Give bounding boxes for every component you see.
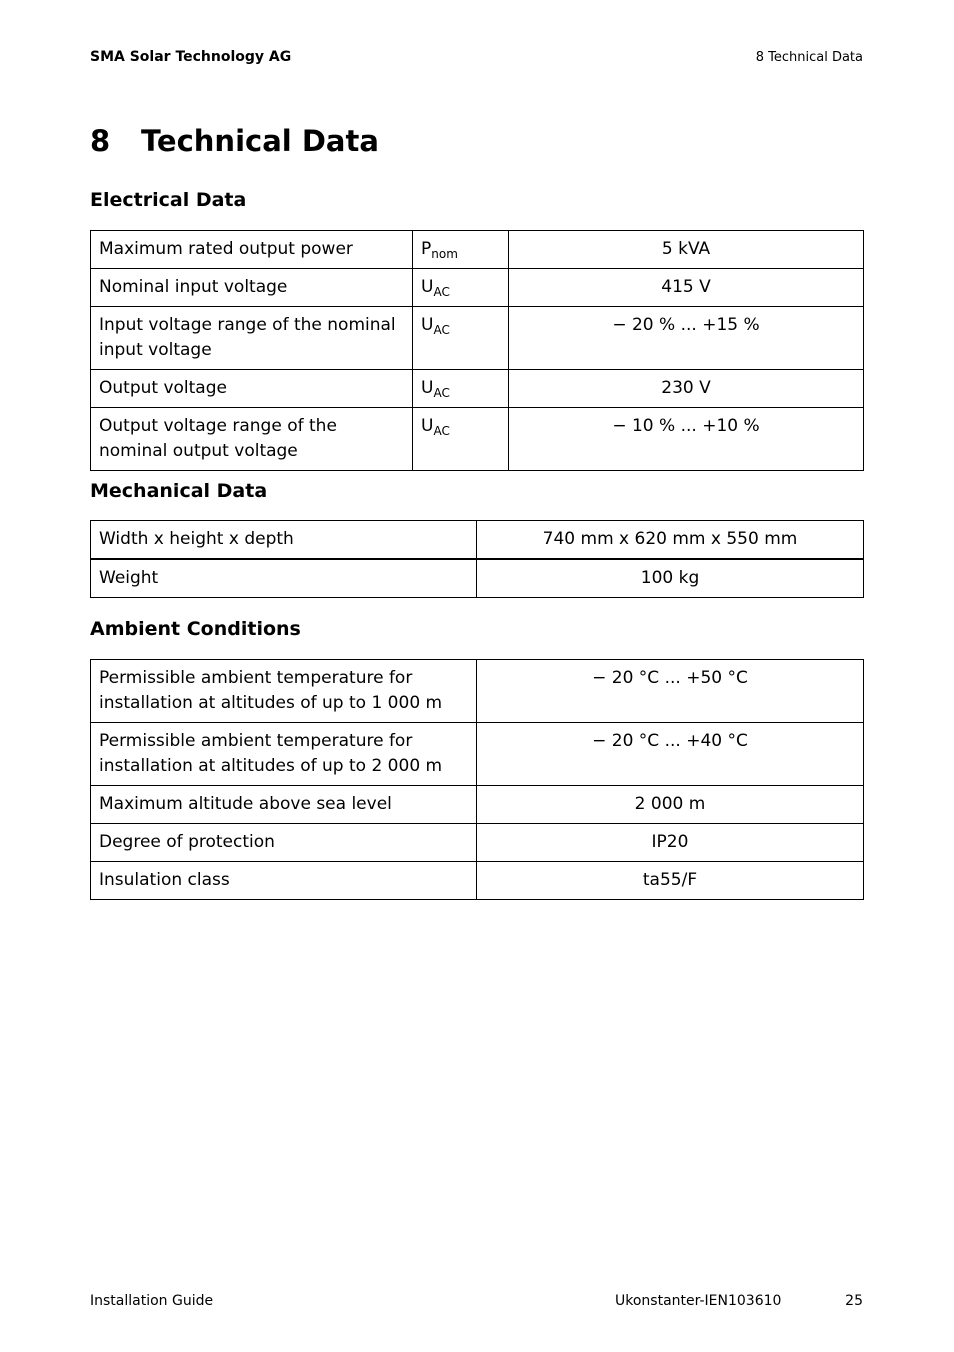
table-row xyxy=(91,723,864,786)
header-company: SMA Solar Technology AG xyxy=(90,49,292,65)
row-label: Permissible ambient temperature for installation at altitudes of up to 1 000 m xyxy=(91,660,477,723)
table-row xyxy=(91,559,864,598)
table-row xyxy=(91,786,864,824)
table-row xyxy=(91,660,864,723)
symbol-subscript: AC xyxy=(433,285,450,299)
table-row xyxy=(91,269,864,307)
row-symbol xyxy=(413,269,509,307)
row-value: − 20 % ... +15 % xyxy=(509,307,864,370)
row-symbol xyxy=(413,370,509,408)
row-label: Weight xyxy=(91,559,477,598)
symbol-letter: U xyxy=(421,378,434,398)
row-value: 230 V xyxy=(509,370,864,408)
chapter-title xyxy=(90,124,379,158)
footer-document-type: Installation Guide xyxy=(90,1293,214,1309)
row-label: Input voltage range of the nominal input voltage xyxy=(91,307,413,370)
row-value: ta55/F xyxy=(477,862,864,900)
electrical-data-table xyxy=(90,230,864,471)
footer-document-code: Ukonstanter-IEN103610 xyxy=(615,1293,782,1309)
row-value: 2 000 m xyxy=(477,786,864,824)
chapter-title-text: Technical Data xyxy=(141,124,379,158)
table-row xyxy=(91,862,864,900)
symbol-letter: P xyxy=(421,239,432,259)
electrical-data-heading: Electrical Data xyxy=(90,189,247,211)
table-row xyxy=(91,370,864,408)
ambient-conditions-table xyxy=(90,659,864,900)
header-section-ref: 8 Technical Data xyxy=(755,50,863,65)
row-symbol xyxy=(413,307,509,370)
row-symbol xyxy=(413,408,509,471)
symbol-letter: U xyxy=(421,315,434,335)
row-value: 415 V xyxy=(509,269,864,307)
row-value: 5 kVA xyxy=(509,231,864,269)
row-value: IP20 xyxy=(477,824,864,862)
row-value: 100 kg xyxy=(477,559,864,598)
symbol-letter: U xyxy=(421,277,434,297)
mechanical-data-heading: Mechanical Data xyxy=(90,480,268,502)
row-label: Degree of protection xyxy=(91,824,477,862)
table-row xyxy=(91,408,864,471)
symbol-subscript: AC xyxy=(433,323,450,337)
row-label: Maximum altitude above sea level xyxy=(91,786,477,824)
mechanical-data-table xyxy=(90,520,864,598)
table-row xyxy=(91,824,864,862)
row-symbol xyxy=(413,231,509,269)
row-label: Maximum rated output power xyxy=(91,231,413,269)
row-label: Width x height x depth xyxy=(91,521,477,560)
symbol-subscript: AC xyxy=(433,386,450,400)
row-label: Output voltage xyxy=(91,370,413,408)
table-row xyxy=(91,521,864,560)
row-label: Insulation class xyxy=(91,862,477,900)
ambient-conditions-heading: Ambient Conditions xyxy=(90,618,301,640)
table-row xyxy=(91,231,864,269)
symbol-subscript: nom xyxy=(431,247,458,261)
row-value: − 20 °C ... +50 °C xyxy=(477,660,864,723)
row-label: Nominal input voltage xyxy=(91,269,413,307)
footer-page-number: 25 xyxy=(845,1293,863,1309)
row-value: − 10 % ... +10 % xyxy=(509,408,864,471)
table-row xyxy=(91,307,864,370)
chapter-number: 8 xyxy=(90,124,111,158)
row-value: − 20 °C ... +40 °C xyxy=(477,723,864,786)
row-label: Output voltage range of the nominal output voltage xyxy=(91,408,413,471)
row-value: 740 mm x 620 mm x 550 mm xyxy=(477,521,864,560)
symbol-subscript: AC xyxy=(433,424,450,438)
row-label: Permissible ambient temperature for installation at altitudes of up to 2 000 m xyxy=(91,723,477,786)
symbol-letter: U xyxy=(421,416,434,436)
